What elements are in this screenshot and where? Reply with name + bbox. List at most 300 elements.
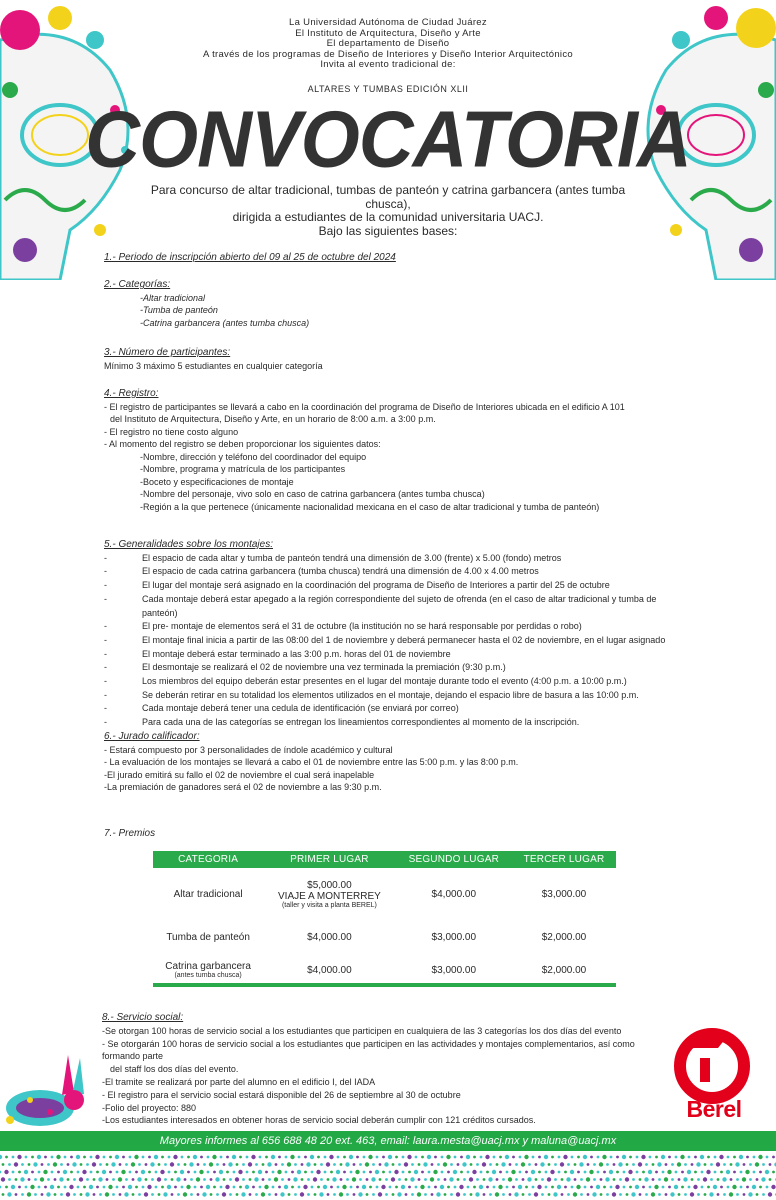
decorative-dot [209,1162,213,1166]
decorative-dot [339,1192,343,1196]
decorative-dot [759,1186,762,1189]
decorative-dot [768,1192,772,1196]
decorative-dot [0,1171,1,1174]
decorative-dot [275,1163,278,1166]
decorative-dot [82,1170,86,1174]
decorative-dot [249,1193,252,1196]
decorative-dot [226,1171,229,1174]
decorative-dot [473,1156,476,1159]
decorative-dot [384,1162,388,1166]
section-title: 8.- Servicio social: [102,1012,184,1023]
decorative-dot [561,1178,564,1181]
decorative-dot [79,1177,83,1181]
decorative-dot [395,1186,398,1189]
decorative-dot [304,1171,307,1174]
decorative-dot [512,1156,515,1159]
decorative-dot [603,1186,606,1189]
decorative-dot [77,1186,80,1189]
decorative-dot [34,1193,37,1196]
decorative-dot [511,1170,515,1174]
decorative-dot [577,1156,580,1159]
decorative-dot [446,1155,450,1159]
decorative-dot [740,1171,743,1174]
decorative-dot [483,1193,486,1196]
decorative-dot [216,1193,219,1196]
list-item: - El pre- montaje de elementos será el 31 de octubre (la institución no se hará responsable por perdidas o robo) [104,620,684,634]
decorative-dot [389,1186,392,1189]
decorative-dot [463,1193,466,1196]
decorative-dot [251,1155,255,1159]
decorative-dot [324,1171,327,1174]
decorative-dot [118,1177,122,1181]
decorative-dot [66,1192,70,1196]
decorative-dot [183,1192,187,1196]
decorative-dot [632,1178,635,1181]
decorative-dot [70,1156,73,1159]
decorative-dot [173,1155,177,1159]
decorative-dot [265,1156,268,1159]
decorative-dot [255,1193,258,1196]
decorative-dot [486,1186,489,1189]
decorative-dot [109,1171,112,1174]
decorative-dot [456,1192,460,1196]
decorative-dot [21,1163,24,1166]
decorative-dot [522,1178,525,1181]
section-registration-period [104,252,664,265]
decorative-dot [379,1163,382,1166]
decorative-dot [564,1171,567,1174]
decorative-dot [626,1193,629,1196]
decorative-dot [324,1156,327,1159]
decorative-dot [541,1178,544,1181]
decorative-dot [271,1155,275,1159]
decorative-dot [749,1178,752,1181]
decorative-dot [534,1192,538,1196]
decorative-dot [538,1156,541,1159]
decorative-dot [752,1185,756,1189]
decorative-dot [701,1186,704,1189]
column-header: TERCER LUGAR [512,851,616,868]
decorative-dot [233,1171,236,1174]
decorative-dot [103,1186,106,1189]
decorative-dot [688,1156,691,1159]
decorative-dot [593,1178,596,1181]
decorative-dot [12,1156,15,1159]
decorative-dot [574,1163,577,1166]
decorative-dot [103,1156,106,1159]
second-place-cell: $4,000.00 [431,888,477,900]
decorative-dot [662,1186,665,1189]
decorative-dot [392,1193,395,1196]
decorative-dot [628,1170,632,1174]
decorative-dot [174,1171,177,1174]
list-item-text: El espacio de cada catrina garbancera (tumba chusca) tendrá una dimensión de 4.00 x 4.00 metros [142,566,539,577]
decorative-dot [64,1186,67,1189]
decorative-dot [749,1163,752,1166]
decorative-dot [619,1193,622,1196]
decorative-dot [691,1178,694,1181]
decorative-dot [210,1178,213,1181]
decorative-dot [246,1171,249,1174]
decorative-dot [469,1177,473,1181]
decorative-dot [762,1163,765,1166]
decorative-dot [311,1171,314,1174]
decorative-dot [220,1186,223,1189]
decorative-dot [405,1193,408,1196]
decorative-dot [727,1156,730,1159]
decorative-dot [636,1171,639,1174]
decorative-dot [319,1192,323,1196]
decorative-dot [254,1177,258,1181]
decorative-dot [252,1171,255,1174]
decorative-dot [759,1171,762,1174]
decorative-dot [359,1163,362,1166]
berel-logo-text: Berel [686,1096,742,1122]
decorative-dot [736,1193,739,1196]
decorative-dot [141,1170,145,1174]
decorative-dot [610,1186,613,1189]
decorative-dot [76,1155,80,1159]
decorative-dot [626,1163,629,1166]
decorative-dot [623,1186,626,1189]
decorative-dot [509,1163,512,1166]
decorative-dot [294,1193,297,1196]
decorative-dot [678,1193,681,1196]
section-registration [104,388,684,513]
decorative-dot [502,1178,505,1181]
decorative-dot [480,1171,483,1174]
decorative-dot [475,1192,479,1196]
decorative-dot [274,1177,278,1181]
decorative-dot [524,1155,528,1159]
decorative-dot [212,1155,216,1159]
decorative-dot [424,1193,427,1196]
decorative-dot [99,1163,102,1166]
decorative-dot [116,1186,119,1189]
decorative-dot [33,1162,37,1166]
decorative-dot [241,1192,245,1196]
decorative-dot [735,1162,739,1166]
decorative-dot [480,1156,483,1159]
decorative-dot [73,1193,76,1196]
decorative-dot [645,1193,648,1196]
list-item: - Los miembros del equipo deberán estar presentes en el lugar del montaje durante todo el evento (4:00 p.m. a 10:00 p.m.) [104,675,684,689]
decorative-dot [414,1170,418,1174]
table-row [153,920,616,954]
decorative-dot [363,1171,366,1174]
decorative-dot [717,1193,720,1196]
decorative-dot [242,1163,245,1166]
decorative-dot [401,1185,405,1189]
decorative-dot [719,1155,723,1159]
decorative-dot [381,1185,385,1189]
decorative-dot [350,1186,353,1189]
decorative-dot [733,1156,736,1159]
decorative-dot [440,1185,444,1189]
decorative-dot [176,1177,180,1181]
decorative-dot [345,1162,349,1166]
decorative-dot [147,1185,151,1189]
decorative-dot [454,1186,457,1189]
decorative-dot [349,1155,353,1159]
category-cell: Tumba de panteón [166,931,250,943]
decorative-dot [428,1186,431,1189]
decorative-dot [38,1186,41,1189]
decorative-dot [278,1186,281,1189]
decorative-dot [148,1171,151,1174]
decorative-dot [275,1193,278,1196]
decorative-dot [111,1162,115,1166]
decorative-dot [340,1163,343,1166]
decorative-dot [291,1171,294,1174]
decorative-dot [135,1171,138,1174]
decorative-dot [540,1162,544,1166]
table-header-row [153,851,616,868]
decorative-dot [740,1186,743,1189]
decorative-dot [264,1185,268,1189]
decorative-dot [44,1156,47,1159]
list-item: - El montaje final inicia a partir de las 08:00 del 1 de noviembre y deberá permanecer hasta el 02 de noviembre, en el lugar asignado [104,634,684,648]
decorative-dot [450,1193,453,1196]
decorative-dot [521,1162,525,1166]
decorative-dot [551,1186,554,1189]
category-note: (antes tumba chusca) [174,972,242,979]
decorative-dot [563,1155,567,1159]
decorative-dot [545,1171,548,1174]
category-item: -Altar tradicional [140,292,206,303]
decorative-dot [109,1156,112,1159]
decorative-dot [707,1156,710,1159]
decorative-dot [288,1193,291,1196]
decorative-dot [184,1178,187,1181]
decorative-dot [303,1185,307,1189]
decorative-dot [473,1186,476,1189]
decorative-dot [290,1155,294,1159]
decorative-dot [72,1162,76,1166]
decorative-dot [278,1156,281,1159]
intro-line: Bajo las siguientes bases: [318,223,458,238]
decorative-dot [317,1156,320,1159]
decorative-dot [248,1162,252,1166]
decorative-dot [648,1170,652,1174]
list-item: - El montaje deberá estar terminado a las 3:00 p.m. horas del 01 de noviembre [104,648,684,662]
decorative-dot [259,1156,262,1159]
decorative-dot [404,1162,408,1166]
decorative-dot [106,1178,109,1181]
decorative-dot [60,1193,63,1196]
decorative-dot [8,1178,11,1181]
decorative-dot [122,1186,125,1189]
decorative-dot [449,1177,453,1181]
decorative-dot [700,1155,704,1159]
category-item: -Catrina garbancera (antes tumba chusca) [140,317,310,328]
decorative-dot [597,1156,600,1159]
decorative-dot [431,1163,434,1166]
decorative-dot [460,1171,463,1174]
decorative-dot [44,1186,47,1189]
page-title: CONVOCATORIA [85,94,691,185]
decorative-dot [444,1178,447,1181]
decorative-dot [24,1170,28,1174]
category-item: -Tumba de panteón [140,305,218,315]
decorative-dot [605,1177,609,1181]
decorative-dot [272,1186,275,1189]
decorative-dot [629,1156,632,1159]
decorative-dot [298,1186,301,1189]
section-line: - La evaluación de los montajes se llevará a cabo el 01 de noviembre entre las 5:00 p.m. y las 8:00 p.m. [104,757,519,767]
decorative-dot [597,1171,600,1174]
decorative-dot [236,1163,239,1166]
decorative-dot [697,1178,700,1181]
section-participants [104,347,664,372]
decorative-dot [385,1193,388,1196]
decorative-dot [330,1186,333,1189]
data-item: -Nombre, programa y matrícula de los participantes [140,464,346,474]
decorative-dot [560,1162,564,1166]
decorative-dot [664,1177,668,1181]
decorative-dot [232,1155,236,1159]
decorative-dot [197,1163,200,1166]
decorative-dot [649,1156,652,1159]
decorative-dot [297,1170,301,1174]
data-item: -Región a la que pertenece (únicamente nacionalidad mexicana en el caso de altar tradicional y tumba de panteón) [140,501,600,512]
decorative-dot [233,1186,236,1189]
decorative-dot [615,1185,619,1189]
decorative-dot [304,1156,307,1159]
decorative-dot [160,1170,164,1174]
decorative-dot [194,1171,197,1174]
list-item-text: Cada montaje deberá estar apegado a la región correspondiente del sujeto de ofrenda (en el caso de altar tradicional y tumba de panteón) [142,593,657,618]
decorative-dot [157,1177,161,1181]
decorative-dot [145,1178,148,1181]
decorative-dot [181,1186,184,1189]
decorative-dot [629,1186,632,1189]
decorative-dot [405,1178,408,1181]
decorative-dot [587,1193,590,1196]
decorative-dot [261,1192,265,1196]
decorative-dot [408,1171,411,1174]
decorative-dot [658,1178,661,1181]
decorative-dot [376,1186,379,1189]
list-item-text: Cada montaje deberá tener una cedula de identificación (se enviará por correo) [142,703,459,714]
header-line: A través de los programas de Diseño de Interiores y Diseño Interior Arquitectónico [203,48,573,60]
decorative-dot [668,1186,671,1189]
decorative-dot [654,1185,658,1189]
decorative-dot [20,1177,24,1181]
section-line: -Se otorgan 100 horas de servicio social a los estudiantes que participen en cualquiera de las 3 categorías los dos días del evento [102,1025,622,1036]
decorative-dot [743,1163,746,1166]
decorative-dot [368,1155,372,1159]
decorative-dot [567,1163,570,1166]
third-place-cell: $2,000.00 [541,964,587,976]
data-item: -Nombre del personaje, vivo solo en caso de catrina garbancera (antes tumba chusca) [140,489,485,499]
decorative-dot [489,1163,492,1166]
decorative-dot [681,1171,684,1174]
decorative-dot [25,1186,28,1189]
decorative-dot [124,1192,128,1196]
decorative-dot [300,1192,304,1196]
decorative-dot [492,1170,496,1174]
first-place-cell: $4,000.00 [307,964,352,976]
decorative-dot [106,1163,109,1166]
decorative-dot [131,1162,135,1166]
decorative-dot [415,1156,418,1159]
decorative-dot [17,1155,21,1159]
list-item: - Se deberán retirar en su totalidad los elementos utilizados en el montaje, dejando el espacio libre de basura a las 10:00 p.m. [104,689,684,703]
decorative-dot [714,1171,717,1174]
decorative-dot [57,1171,60,1174]
section-line: - El registro de participantes se llevará a cabo en la coordinación del programa de Diseño de Interiores ubicada en el edificio A 101 [104,401,625,412]
prizes-table [153,851,616,986]
decorative-dot [567,1193,570,1196]
decorative-dot [177,1163,180,1166]
decorative-dot [502,1193,505,1196]
decorative-dot [138,1163,141,1166]
decorative-dot [167,1185,171,1189]
decorative-dot [600,1178,603,1181]
decorative-dot [30,1185,34,1189]
decorative-dot [332,1177,336,1181]
decorative-dot [758,1155,762,1159]
decorative-dot [596,1185,600,1189]
decorative-dot [434,1186,437,1189]
decorative-dot [388,1155,392,1159]
decorative-dot [181,1156,184,1159]
decorative-dot [376,1156,379,1159]
decorative-dot [408,1186,411,1189]
decorative-dot [285,1171,288,1174]
decorative-dot [5,1186,8,1189]
decorative-dot [125,1178,128,1181]
decorative-dot [259,1186,262,1189]
decorative-dot [566,1177,570,1181]
decorative-dot [742,1177,746,1181]
decorative-dot [105,1192,109,1196]
decorative-dot [457,1163,460,1166]
section-line: - Se otorgarán 100 horas de servicio social a los estudiantes que participen en las actividades y montajes complementarios, así como formando parte [102,1038,635,1062]
decorative-dot [571,1156,574,1159]
decorative-dot [704,1193,707,1196]
decorative-dot [225,1185,229,1189]
decorative-dot [199,1170,203,1174]
decorative-dot [67,1163,70,1166]
decorative-dot [155,1171,158,1174]
decorative-dot [43,1170,47,1174]
decorative-dot [436,1192,440,1196]
list-item-text: El lugar del montaje será asignado en la coordinación del programa de Diseño de Interiores a partir del 25 de octubre [142,580,610,591]
decorative-dot [519,1171,522,1174]
decorative-dot [168,1171,171,1174]
section-title: 5.- Generalidades sobre los montajes: [104,539,273,550]
decorative-dot [459,1185,463,1189]
decorative-dot [92,1162,96,1166]
first-place-cell [263,868,395,920]
category-cell [153,954,263,986]
decorative-dot [170,1162,174,1166]
decorative-dot [89,1185,93,1189]
decorative-dot [164,1178,167,1181]
decorative-dot [50,1185,54,1189]
second-place-cell: $3,000.00 [431,964,477,976]
decorative-dot [729,1192,733,1196]
decorative-dot [527,1177,531,1181]
decorative-dot [53,1162,57,1166]
decorative-dot [356,1156,359,1159]
footer-contact-bar: Mayores informes al 656 688 48 20 ext. 463, email: laura.mesta@uacj.mx y maluna@uacj.mx [0,1131,776,1151]
column-header: CATEGORIA [153,851,263,868]
decorative-dot [346,1193,349,1196]
decorative-dot [570,1170,574,1174]
